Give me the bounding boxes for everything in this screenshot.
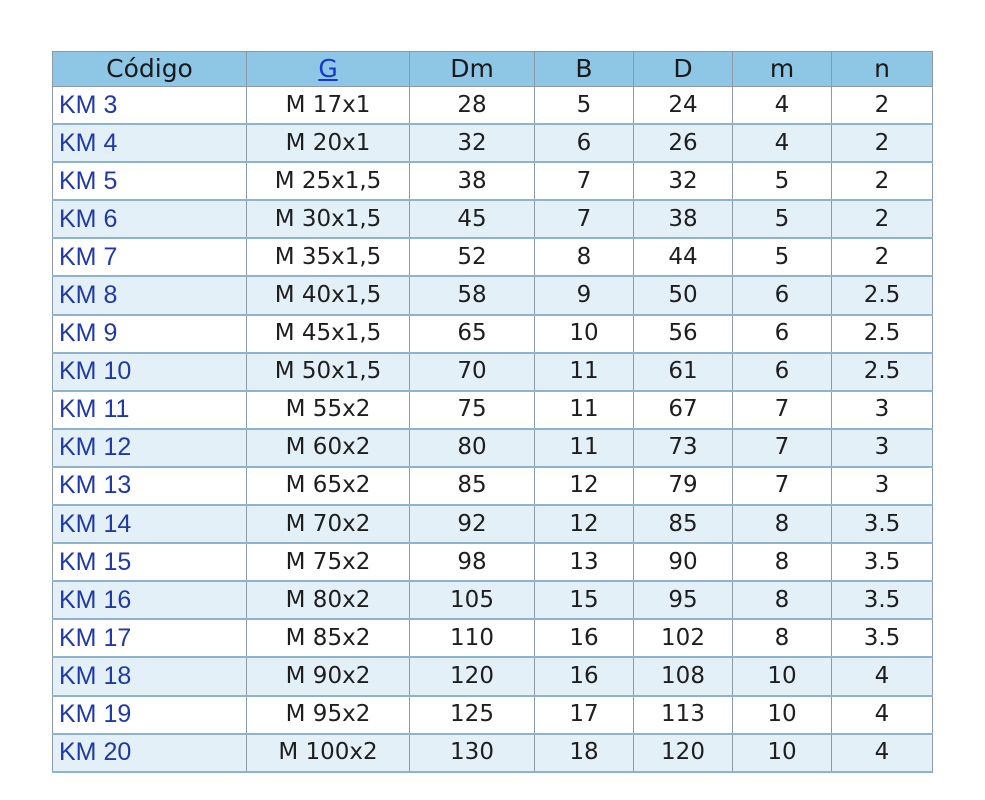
cell-code: KM 16: [53, 581, 247, 619]
cell-code: KM 15: [53, 543, 247, 581]
cell-g: M 90x2: [247, 657, 410, 695]
cell-g: M 40x1,5: [247, 276, 410, 314]
cell-d: 113: [634, 696, 733, 734]
cell-d: 26: [634, 124, 733, 162]
cell-dm: 28: [410, 87, 535, 125]
cell-b: 6: [535, 124, 634, 162]
cell-b: 10: [535, 315, 634, 353]
cell-m: 10: [733, 696, 832, 734]
cell-d: 102: [634, 619, 733, 657]
header-b: B: [535, 52, 634, 87]
cell-m: 8: [733, 581, 832, 619]
table-row: [53, 353, 933, 391]
cell-code: KM 5: [53, 162, 247, 200]
cell-m: 4: [733, 124, 832, 162]
table-row: [53, 505, 933, 543]
cell-n: 2.5: [832, 353, 933, 391]
cell-b: 8: [535, 238, 634, 276]
cell-d: 44: [634, 238, 733, 276]
table-row: [53, 543, 933, 581]
cell-dm: 80: [410, 429, 535, 467]
cell-code: KM 9: [53, 315, 247, 353]
header-n: n: [832, 52, 933, 87]
table-row: [53, 696, 933, 734]
table-row: [53, 238, 933, 276]
cell-b: 7: [535, 162, 634, 200]
table-row: [53, 734, 933, 772]
cell-code: KM 19: [53, 696, 247, 734]
cell-g: M 30x1,5: [247, 200, 410, 238]
header-g-link[interactable]: G: [318, 54, 338, 83]
cell-dm: 52: [410, 238, 535, 276]
cell-b: 11: [535, 391, 634, 429]
table-header: [53, 52, 933, 87]
table-row: [53, 619, 933, 657]
cell-dm: 65: [410, 315, 535, 353]
cell-code: KM 13: [53, 467, 247, 505]
table-body: [53, 87, 933, 772]
cell-n: 2.5: [832, 315, 933, 353]
cell-n: 3.5: [832, 619, 933, 657]
cell-b: 11: [535, 429, 634, 467]
cell-g: M 50x1,5: [247, 353, 410, 391]
cell-dm: 98: [410, 543, 535, 581]
cell-d: 120: [634, 734, 733, 772]
cell-code: KM 20: [53, 734, 247, 772]
cell-dm: 110: [410, 619, 535, 657]
cell-dm: 58: [410, 276, 535, 314]
cell-n: 3: [832, 467, 933, 505]
cell-dm: 105: [410, 581, 535, 619]
cell-n: 4: [832, 657, 933, 695]
cell-n: 4: [832, 734, 933, 772]
cell-d: 61: [634, 353, 733, 391]
cell-dm: 75: [410, 391, 535, 429]
cell-dm: 32: [410, 124, 535, 162]
cell-d: 67: [634, 391, 733, 429]
cell-m: 7: [733, 429, 832, 467]
cell-m: 7: [733, 467, 832, 505]
cell-g: M 100x2: [247, 734, 410, 772]
cell-m: 8: [733, 619, 832, 657]
cell-code: KM 3: [53, 87, 247, 125]
cell-d: 73: [634, 429, 733, 467]
cell-g: M 35x1,5: [247, 238, 410, 276]
cell-b: 16: [535, 657, 634, 695]
table-row: [53, 124, 933, 162]
header-g: [247, 52, 410, 87]
cell-n: 2: [832, 200, 933, 238]
cell-m: 5: [733, 200, 832, 238]
table-row: [53, 200, 933, 238]
cell-g: M 55x2: [247, 391, 410, 429]
cell-code: KM 17: [53, 619, 247, 657]
cell-n: 3: [832, 391, 933, 429]
cell-n: 2: [832, 162, 933, 200]
header-row: [53, 52, 933, 87]
cell-b: 5: [535, 87, 634, 125]
cell-b: 17: [535, 696, 634, 734]
cell-d: 90: [634, 543, 733, 581]
cell-dm: 45: [410, 200, 535, 238]
cell-n: 3.5: [832, 543, 933, 581]
cell-g: M 85x2: [247, 619, 410, 657]
cell-b: 7: [535, 200, 634, 238]
cell-code: KM 11: [53, 391, 247, 429]
table-row: [53, 657, 933, 695]
cell-m: 7: [733, 391, 832, 429]
cell-code: KM 14: [53, 505, 247, 543]
cell-b: 9: [535, 276, 634, 314]
cell-g: M 17x1: [247, 87, 410, 125]
cell-m: 6: [733, 315, 832, 353]
header-d: D: [634, 52, 733, 87]
cell-dm: 70: [410, 353, 535, 391]
cell-n: 2: [832, 124, 933, 162]
cell-code: KM 4: [53, 124, 247, 162]
table-row: [53, 276, 933, 314]
table-row: [53, 391, 933, 429]
cell-g: M 45x1,5: [247, 315, 410, 353]
cell-m: 6: [733, 353, 832, 391]
cell-d: 32: [634, 162, 733, 200]
cell-m: 8: [733, 505, 832, 543]
cell-dm: 130: [410, 734, 535, 772]
cell-dm: 92: [410, 505, 535, 543]
table-row: [53, 315, 933, 353]
cell-code: KM 18: [53, 657, 247, 695]
cell-b: 12: [535, 505, 634, 543]
cell-d: 38: [634, 200, 733, 238]
cell-d: 79: [634, 467, 733, 505]
cell-d: 85: [634, 505, 733, 543]
header-code: Código: [53, 52, 247, 87]
header-dm: Dm: [410, 52, 535, 87]
table-row: [53, 467, 933, 505]
cell-code: KM 10: [53, 353, 247, 391]
cell-code: KM 8: [53, 276, 247, 314]
cell-d: 24: [634, 87, 733, 125]
cell-dm: 38: [410, 162, 535, 200]
cell-d: 50: [634, 276, 733, 314]
cell-g: M 75x2: [247, 543, 410, 581]
cell-dm: 125: [410, 696, 535, 734]
cell-m: 10: [733, 657, 832, 695]
cell-n: 3.5: [832, 581, 933, 619]
cell-d: 56: [634, 315, 733, 353]
cell-m: 6: [733, 276, 832, 314]
cell-n: 2.5: [832, 276, 933, 314]
cell-g: M 25x1,5: [247, 162, 410, 200]
cell-b: 15: [535, 581, 634, 619]
cell-code: KM 12: [53, 429, 247, 467]
table-row: [53, 162, 933, 200]
cell-g: M 80x2: [247, 581, 410, 619]
cell-dm: 85: [410, 467, 535, 505]
cell-m: 5: [733, 162, 832, 200]
cell-b: 18: [535, 734, 634, 772]
cell-g: M 70x2: [247, 505, 410, 543]
cell-b: 16: [535, 619, 634, 657]
table-row: [53, 87, 933, 125]
cell-d: 95: [634, 581, 733, 619]
cell-n: 2: [832, 87, 933, 125]
cell-m: 8: [733, 543, 832, 581]
cell-b: 13: [535, 543, 634, 581]
cell-dm: 120: [410, 657, 535, 695]
cell-g: M 60x2: [247, 429, 410, 467]
header-m: m: [733, 52, 832, 87]
cell-m: 4: [733, 87, 832, 125]
cell-m: 5: [733, 238, 832, 276]
cell-code: KM 6: [53, 200, 247, 238]
cell-n: 3.5: [832, 505, 933, 543]
cell-n: 2: [832, 238, 933, 276]
table-row: [53, 581, 933, 619]
cell-n: 4: [832, 696, 933, 734]
table-row: [53, 429, 933, 467]
cell-n: 3: [832, 429, 933, 467]
cell-b: 12: [535, 467, 634, 505]
spec-table: [52, 51, 933, 773]
cell-b: 11: [535, 353, 634, 391]
cell-d: 108: [634, 657, 733, 695]
cell-code: KM 7: [53, 238, 247, 276]
spec-table-container: [52, 51, 932, 773]
cell-m: 10: [733, 734, 832, 772]
cell-g: M 65x2: [247, 467, 410, 505]
cell-g: M 20x1: [247, 124, 410, 162]
cell-g: M 95x2: [247, 696, 410, 734]
